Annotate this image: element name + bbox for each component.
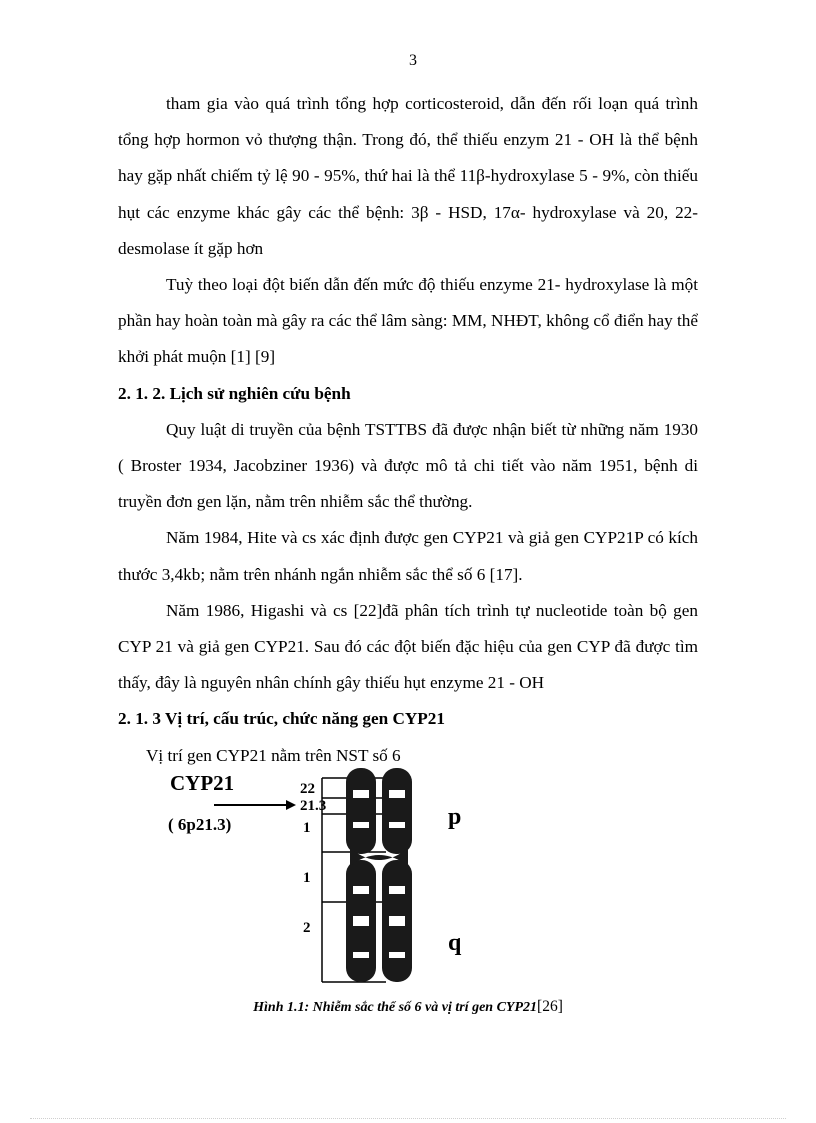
chromatid-left <box>346 768 376 982</box>
page-bottom-rule <box>30 1118 786 1119</box>
section-heading-history: 2. 1. 2. Lịch sử nghiên cứu bệnh <box>118 383 351 403</box>
chromosome-6-figure <box>150 760 570 990</box>
paragraph-higashi-1986: Năm 1986, Higashi và cs [22]đã phân tích trình tự nucleotide toàn bộ gen CYP 21 và giả gen CYP21. Sau đó các đột biến đặc hiệu của gen CYP đã được tìm thấy, đây là nguyên nhân chính gây thiếu hụt enzyme 21 - OH <box>118 600 698 693</box>
arm-label-p: p <box>448 804 462 830</box>
paragraph-clinical-forms: Tuỳ theo loại đột biến dẫn đến mức độ thiếu enzyme 21- hydroxylase là một phần hay hoàn toàn mà gây ra các thể lâm sàng: MM, NHĐT, không cổ điển hay thể khởi phát muộn [1] [9] <box>118 275 698 367</box>
document-body <box>118 86 698 774</box>
locus-label: ( 6p21.3) <box>168 815 232 834</box>
paragraph-inheritance: Quy luật di truyền của bệnh TSTTBS đã được nhận biết từ những năm 1930 ( Broster 1934, Jacobziner 1936) và được mô tả chi tiết vào năm 1951, bệnh di truyền đơn gen lặn, nằm trên nhiễm sắc thể thường. <box>118 419 698 512</box>
band-label-p1: 1 <box>303 820 311 836</box>
figure-caption <box>0 998 816 1016</box>
chromatid-right <box>382 768 412 982</box>
band-label-22: 22 <box>300 781 315 797</box>
paragraph-enzyme-deficiency: tham gia vào quá trình tổng hợp corticosteroid, dẫn đến rối loạn quá trình tổng hợp hormon vỏ thượng thận. Trong đó, thể thiếu enzym 21 - OH là thể bệnh hay gặp nhất chiếm tỷ lệ 90 - 95%, thứ hai là thể 11β-hydroxylase 5 - 9%, còn thiếu hụt các enzyme khác gây các thể bệnh: 3β - HSD, 17α- hydroxylase và 20, 22- desmolase ít gặp hơn <box>118 94 698 258</box>
arrow-head-icon <box>286 800 296 810</box>
paragraph-gene-location: Vị trí gen CYP21 nằm trên NST số 6 <box>146 745 401 765</box>
arm-label-q: q <box>448 930 462 956</box>
band-label-q1: 1 <box>303 870 311 886</box>
band-label-q2: 2 <box>303 920 311 936</box>
figure-caption-reference: [26] <box>537 998 563 1015</box>
section-heading-location: 2. 1. 3 Vị trí, cấu trúc, chức năng gen CYP21 <box>118 709 445 729</box>
paragraph-hite-1984: Năm 1984, Hite và cs xác định được gen CYP21 và giả gen CYP21P có kích thước 3,4kb; nằm trên nhánh ngắn nhiễm sắc thể số 6 [17]. <box>118 528 698 584</box>
figure-caption-title: Hình 1.1: Nhiễm sắc thể số 6 và vị trí gen CYP21 <box>253 1000 538 1015</box>
page-number: 3 <box>409 52 417 69</box>
gene-label: CYP21 <box>170 771 235 795</box>
band-label-21-3: 21.3 <box>300 798 327 814</box>
